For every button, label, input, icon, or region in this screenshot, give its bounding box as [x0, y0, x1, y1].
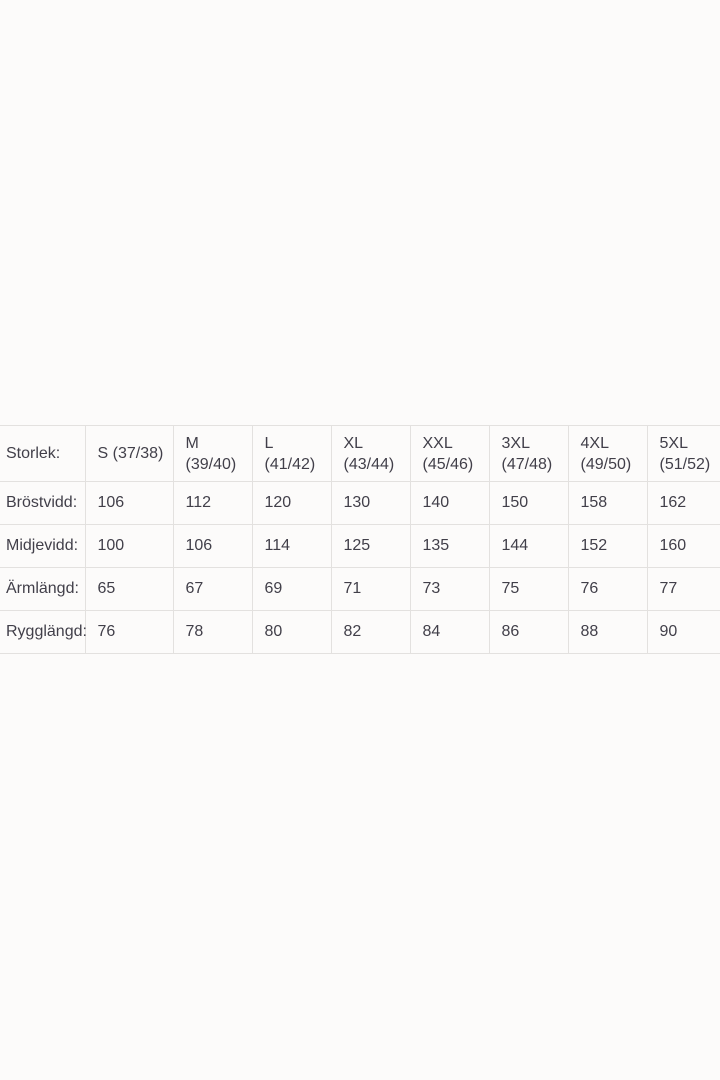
- header-size-3xl: [489, 426, 568, 482]
- table-row-rygglangd: [0, 611, 720, 654]
- table-cell: 160: [647, 525, 720, 568]
- table-cell: 75: [489, 568, 568, 611]
- header-size-m: [173, 426, 252, 482]
- table-cell: 65: [85, 568, 173, 611]
- size-chart-table: [0, 425, 720, 654]
- header-size-3xl-range: (47/48): [501, 455, 553, 473]
- header-size-xl-name: XL: [343, 434, 364, 452]
- table-cell: 152: [568, 525, 647, 568]
- table-cell: 88: [568, 611, 647, 654]
- header-size-3xl-name: 3XL: [501, 434, 530, 452]
- table-cell: 71: [331, 568, 410, 611]
- table-cell: 106: [173, 525, 252, 568]
- table-cell: 135: [410, 525, 489, 568]
- header-size-5xl: [647, 426, 720, 482]
- table-row-midjevidd: [0, 525, 720, 568]
- table-cell: 112: [173, 482, 252, 525]
- header-size-l-name: L: [264, 434, 274, 452]
- header-size-m-name: M: [185, 434, 199, 452]
- table-cell: 140: [410, 482, 489, 525]
- table-cell: 73: [410, 568, 489, 611]
- header-size-5xl-name: 5XL: [659, 434, 688, 452]
- table-cell: 77: [647, 568, 720, 611]
- table-cell: 76: [85, 611, 173, 654]
- table-cell: 80: [252, 611, 331, 654]
- header-size-5xl-range: (51/52): [659, 455, 711, 473]
- header-size-xxl-range: (45/46): [422, 455, 474, 473]
- row-label: Rygglängd:: [0, 611, 85, 654]
- table-cell: 120: [252, 482, 331, 525]
- table-cell: 86: [489, 611, 568, 654]
- table-cell: 114: [252, 525, 331, 568]
- table-cell: 150: [489, 482, 568, 525]
- row-label: Bröstvidd:: [0, 482, 85, 525]
- row-label: Ärmlängd:: [0, 568, 85, 611]
- table-cell: 130: [331, 482, 410, 525]
- table-cell: 100: [85, 525, 173, 568]
- table-cell: 90: [647, 611, 720, 654]
- table-cell: 78: [173, 611, 252, 654]
- table-cell: 125: [331, 525, 410, 568]
- table-cell: 69: [252, 568, 331, 611]
- header-size-xxl-name: XXL: [422, 434, 453, 452]
- table-cell: 82: [331, 611, 410, 654]
- header-size-4xl: [568, 426, 647, 482]
- header-size-s: [85, 426, 173, 482]
- table-cell: 144: [489, 525, 568, 568]
- header-size-l-range: (41/42): [264, 455, 316, 473]
- table-row-armlangd: [0, 568, 720, 611]
- table-cell: 158: [568, 482, 647, 525]
- table-cell: 76: [568, 568, 647, 611]
- table-row-brostvidd: [0, 482, 720, 525]
- header-size-l: [252, 426, 331, 482]
- table-cell: 106: [85, 482, 173, 525]
- header-size-xl-range: (43/44): [343, 455, 395, 473]
- header-size-xxl: [410, 426, 489, 482]
- table-cell: 67: [173, 568, 252, 611]
- table-cell: 162: [647, 482, 720, 525]
- header-size-m-range: (39/40): [185, 455, 237, 473]
- table-cell: 84: [410, 611, 489, 654]
- table-header-row: [0, 426, 720, 482]
- header-storlek-label: Storlek:: [6, 444, 61, 462]
- header-size-xl: [331, 426, 410, 482]
- header-size-4xl-range: (49/50): [580, 455, 632, 473]
- header-size-s-name: S (37/38): [97, 445, 164, 462]
- header-size-4xl-name: 4XL: [580, 434, 609, 452]
- row-label: Midjevidd:: [0, 525, 85, 568]
